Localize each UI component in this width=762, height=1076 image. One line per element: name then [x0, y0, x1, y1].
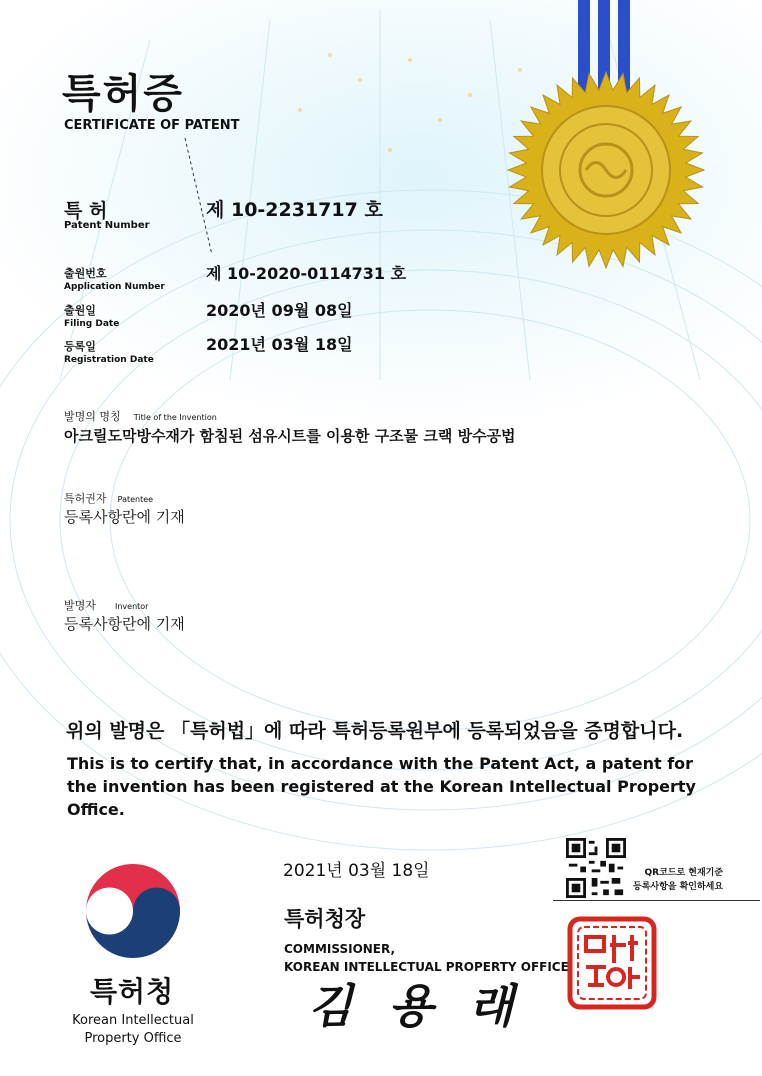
invention-title-label-ko: 발명의 명칭	[64, 410, 121, 423]
invention-title-value: 아크릴도막방수재가 함침된 섬유시트를 이용한 구조물 크랙 방수공법	[64, 427, 516, 445]
qr-note-line2: 등록사항을 확인하세요	[633, 882, 724, 892]
certification-statement-ko: 위의 발명은 「특허법」에 따라 특허등록원부에 등록되었음을 증명합니다.	[66, 720, 684, 742]
certificate-title-en: CERTIFICATE OF PATENT	[64, 118, 240, 133]
patent-number-label-en: Patent Number	[64, 220, 150, 231]
kipo-name-ko: 특허청	[90, 975, 175, 1008]
patent-number-value: 제 10-2231717 호	[206, 199, 383, 221]
commissioner-title-ko: 특허청장	[284, 907, 366, 931]
certificate-title-ko: 특허증	[62, 71, 184, 117]
kipo-name-en-line2: Property Office	[84, 1031, 182, 1046]
registration-date-value: 2021년 03월 18일	[206, 335, 353, 354]
qr-note	[633, 866, 723, 894]
kipo-name-en-line1: Korean Intellectual	[72, 1013, 194, 1028]
application-number-value: 제 10-2020-0114731 호	[206, 264, 407, 283]
commissioner-signature: 김 용 래	[308, 979, 524, 1033]
registration-date-label-ko: 등록일	[64, 340, 96, 353]
commissioner-title-en-line2: KOREAN INTELLECTUAL PROPERTY OFFICE	[284, 960, 569, 974]
inventor-value: 등록사항란에 기재	[64, 615, 185, 633]
registration-date-label-en: Registration Date	[64, 355, 154, 365]
filing-date-label-en: Filing Date	[64, 319, 120, 329]
qr-code[interactable]	[566, 838, 626, 898]
invention-title-label-en: Title of the Invention	[133, 413, 217, 422]
patentee-label-ko: 특허권자	[64, 492, 107, 505]
kipo-name-en	[60, 1012, 206, 1048]
patentee-value: 등록사항란에 기재	[64, 508, 185, 526]
inventor-label	[64, 594, 148, 613]
filing-date-value: 2020년 09월 08일	[206, 301, 353, 320]
filing-date-label-ko: 출원일	[64, 304, 96, 317]
inventor-label-ko: 발명자	[64, 599, 96, 612]
qr-divider	[553, 900, 760, 901]
patentee-label-en: Patentee	[117, 495, 154, 504]
invention-title-label	[64, 405, 217, 424]
issue-date: 2021년 03월 18일	[283, 861, 430, 881]
patent-number-label-ko: 특 허	[64, 200, 108, 222]
gold-seal	[506, 70, 706, 270]
qr-note-line1: QR코드로 현재기준	[644, 868, 724, 878]
official-stamp	[566, 915, 658, 1011]
application-number-label-en: Application Number	[64, 282, 165, 292]
certification-statement-en: This is to certify that, in accordance with the Patent Act, a patent for the invention has been registered at the Korean Intellectual Property Office.	[67, 754, 696, 819]
patentee-label	[64, 487, 153, 506]
kipo-emblem	[84, 862, 182, 960]
application-number-label-ko: 출원번호	[64, 267, 107, 280]
commissioner-title-en-line1: COMMISSIONER,	[284, 942, 396, 956]
inventor-label-en: Inventor	[114, 602, 149, 611]
